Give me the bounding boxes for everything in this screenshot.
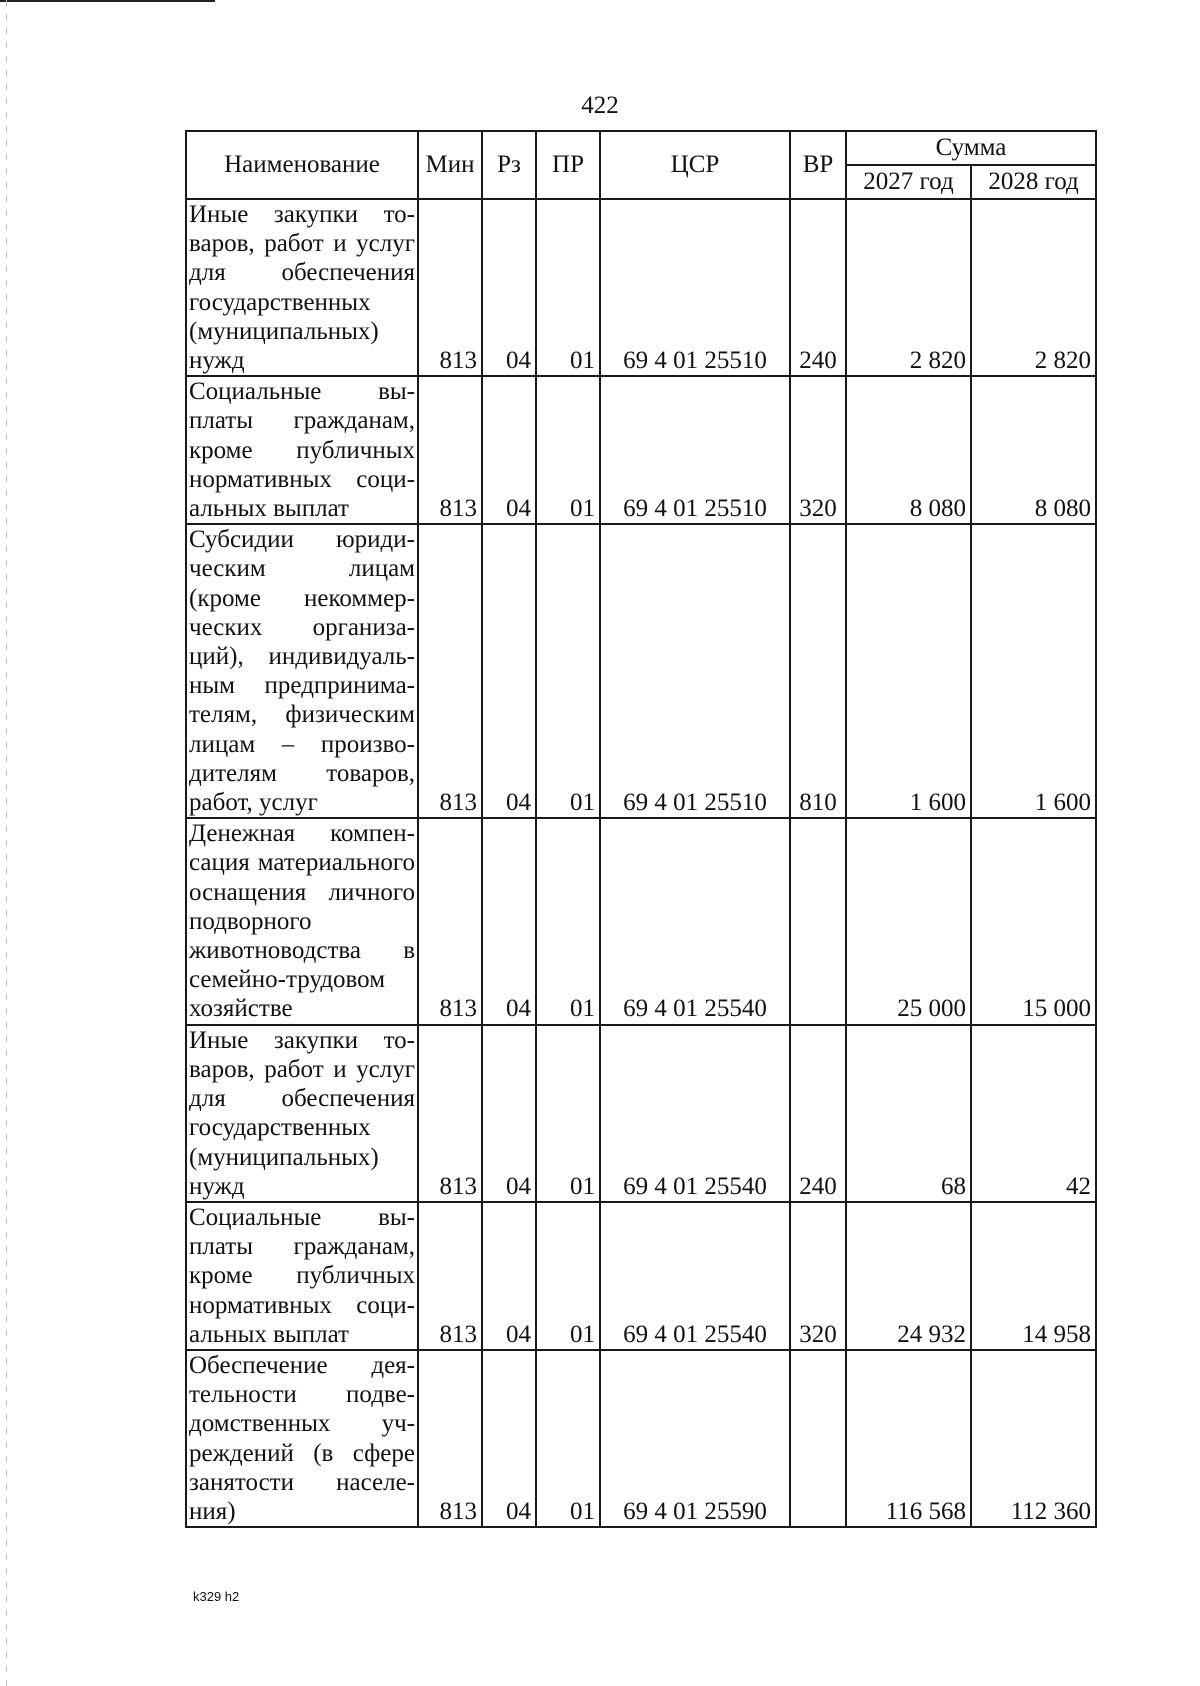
row-name: Социальные выплаты гражданам, кроме публичных нормативных социальных выплат <box>186 376 418 524</box>
scan-top-line <box>0 0 215 2</box>
row-min: 813 <box>418 1202 482 1350</box>
table-row <box>186 1350 1096 1527</box>
row-min: 813 <box>418 818 482 1024</box>
row-amount-2027: 1 600 <box>846 524 971 818</box>
row-amount-2028: 2 820 <box>971 199 1096 376</box>
row-pr: 01 <box>536 524 600 818</box>
row-name: Денежная компенсация материального оснащения личного подворного животноводства в семейно-трудовом хозяйстве <box>186 818 418 1024</box>
header-year-2028: 2028 год <box>971 165 1096 199</box>
row-csr: 69 4 01 25510 <box>600 376 790 524</box>
row-amount-2028: 8 080 <box>971 376 1096 524</box>
scan-left-edge <box>6 0 7 1686</box>
row-amount-2028: 14 958 <box>971 1202 1096 1350</box>
row-amount-2027: 24 932 <box>846 1202 971 1350</box>
row-csr: 69 4 01 25510 <box>600 524 790 818</box>
row-csr: 69 4 01 25540 <box>600 1202 790 1350</box>
header-sum: Сумма <box>846 131 1096 165</box>
footer-code: k329 h2 <box>193 1589 240 1604</box>
row-name: Субсидии юридическим лицам (кроме некоммерческих организаций), индивидуальным предпринимателям, физическим лицам – производителям товаров, работ, услуг <box>186 524 418 818</box>
row-name: Социальные выплаты гражданам, кроме публичных нормативных социальных выплат <box>186 1202 418 1350</box>
row-amount-2028: 15 000 <box>971 818 1096 1024</box>
header-vr: ВР <box>790 131 846 199</box>
budget-table <box>185 130 1097 1528</box>
row-vr <box>790 818 846 1024</box>
header-year-2027: 2027 год <box>846 165 971 199</box>
row-amount-2027: 68 <box>846 1025 971 1202</box>
row-amount-2028: 42 <box>971 1025 1096 1202</box>
page-number: 422 <box>581 92 619 119</box>
row-min: 813 <box>418 199 482 376</box>
row-csr: 69 4 01 25590 <box>600 1350 790 1527</box>
header-rz: Рз <box>482 131 536 199</box>
row-rz: 04 <box>482 1025 536 1202</box>
row-amount-2027: 8 080 <box>846 376 971 524</box>
row-pr: 01 <box>536 1202 600 1350</box>
table-row <box>186 1202 1096 1350</box>
header-min: Мин <box>418 131 482 199</box>
row-pr: 01 <box>536 376 600 524</box>
row-name: Обеспечение деятельности подведомственных учреждений (в сфере занятости населения) <box>186 1350 418 1527</box>
row-pr: 01 <box>536 1350 600 1527</box>
row-amount-2028: 1 600 <box>971 524 1096 818</box>
row-name: Иные закупки товаров, работ и услуг для обеспечения государственных (муниципальных) нужд <box>186 199 418 376</box>
row-amount-2027: 2 820 <box>846 199 971 376</box>
row-rz: 04 <box>482 1350 536 1527</box>
row-rz: 04 <box>482 376 536 524</box>
header-pr: ПР <box>536 131 600 199</box>
row-vr: 810 <box>790 524 846 818</box>
row-pr: 01 <box>536 199 600 376</box>
row-csr: 69 4 01 25540 <box>600 818 790 1024</box>
row-min: 813 <box>418 1350 482 1527</box>
row-min: 813 <box>418 524 482 818</box>
row-amount-2027: 25 000 <box>846 818 971 1024</box>
table-row <box>186 376 1096 524</box>
header-name: Наименование <box>186 131 418 199</box>
header-csr: ЦСР <box>600 131 790 199</box>
row-vr: 320 <box>790 1202 846 1350</box>
table-header <box>186 131 1096 199</box>
row-rz: 04 <box>482 818 536 1024</box>
row-pr: 01 <box>536 818 600 1024</box>
row-min: 813 <box>418 376 482 524</box>
table-row <box>186 199 1096 376</box>
row-vr: 240 <box>790 199 846 376</box>
row-csr: 69 4 01 25510 <box>600 199 790 376</box>
row-vr <box>790 1350 846 1527</box>
row-pr: 01 <box>536 1025 600 1202</box>
table-row <box>186 524 1096 818</box>
row-amount-2027: 116 568 <box>846 1350 971 1527</box>
row-vr: 320 <box>790 376 846 524</box>
row-csr: 69 4 01 25540 <box>600 1025 790 1202</box>
table-row <box>186 1025 1096 1202</box>
row-amount-2028: 112 360 <box>971 1350 1096 1527</box>
row-name: Иные закупки товаров, работ и услуг для обеспечения государственных (муниципальных) нужд <box>186 1025 418 1202</box>
row-vr: 240 <box>790 1025 846 1202</box>
row-rz: 04 <box>482 524 536 818</box>
row-rz: 04 <box>482 199 536 376</box>
table-body <box>186 199 1096 1527</box>
table-row <box>186 818 1096 1024</box>
row-rz: 04 <box>482 1202 536 1350</box>
row-min: 813 <box>418 1025 482 1202</box>
